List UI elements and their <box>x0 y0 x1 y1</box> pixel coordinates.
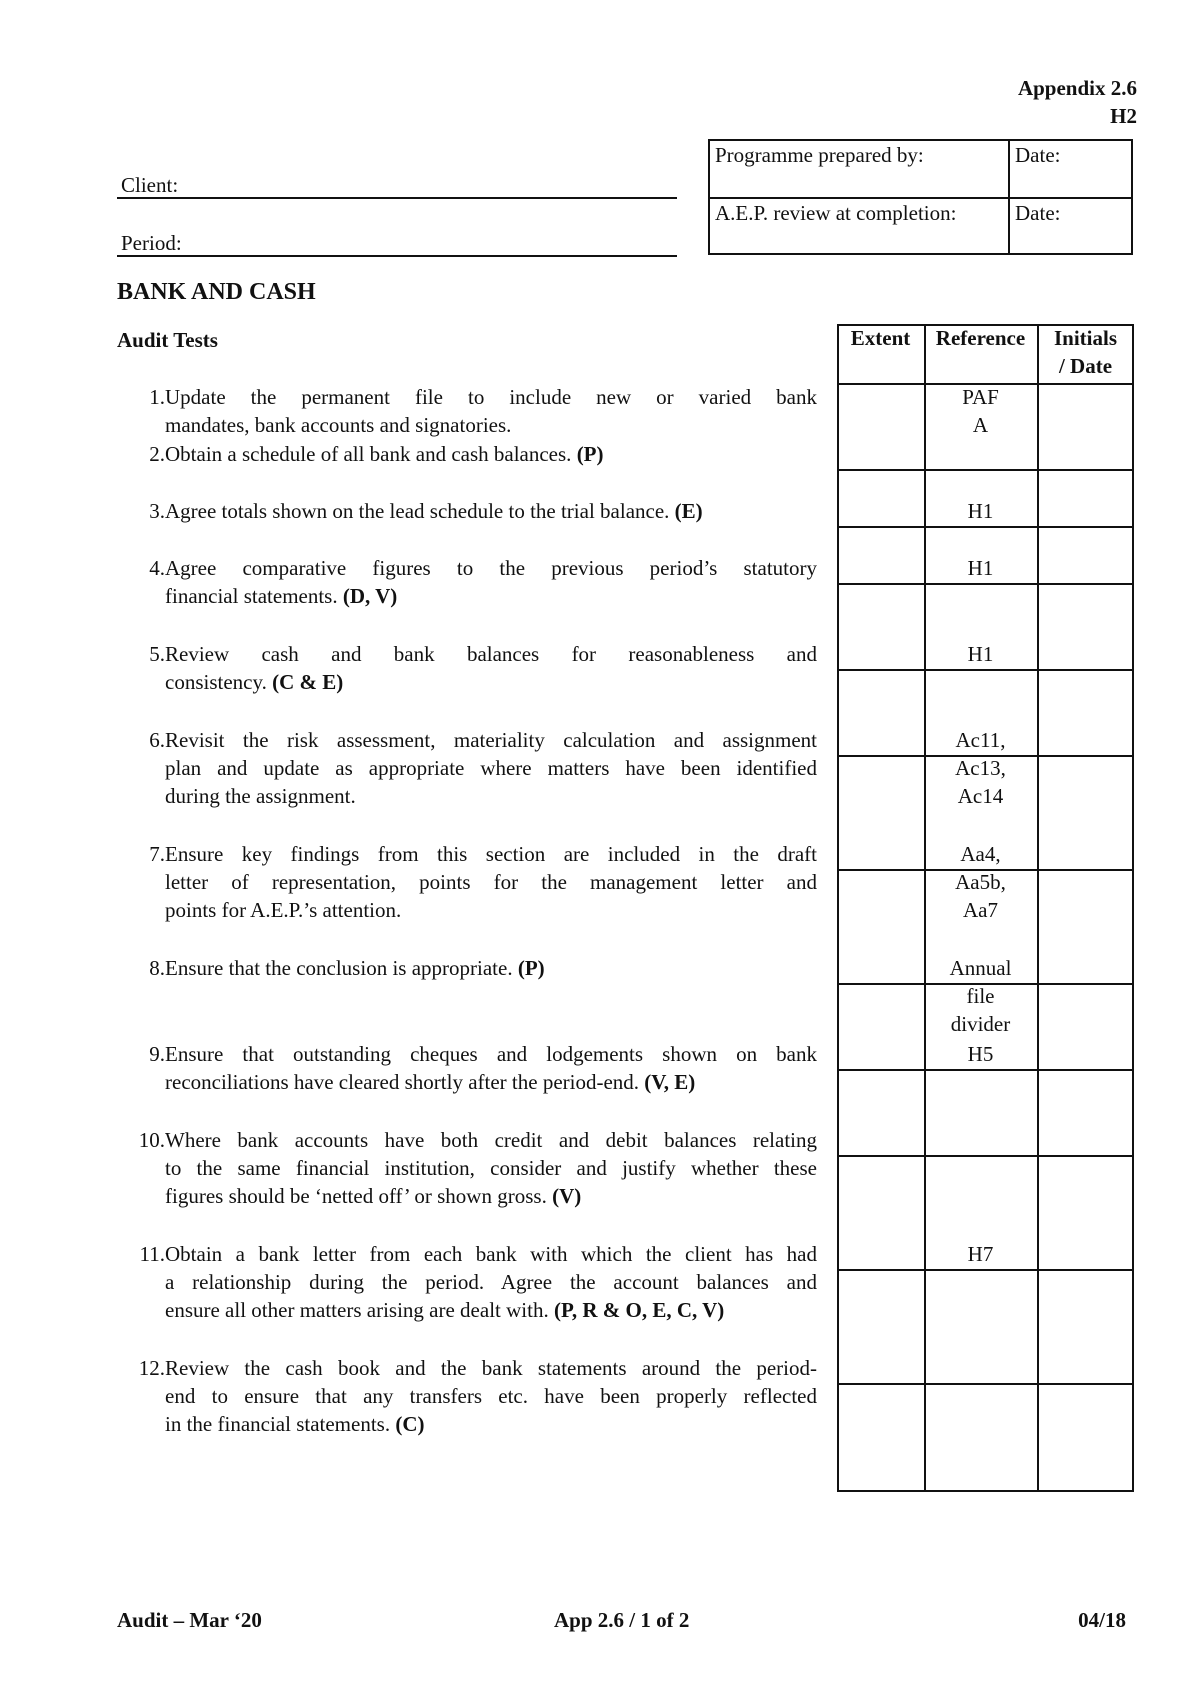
grid-row-line <box>837 1069 1134 1071</box>
assertion-code: (P) <box>517 956 545 980</box>
assertion-code: (C & E) <box>272 670 344 694</box>
audit-test-line: ensure all other matters arising are dealt with. <box>165 1298 554 1322</box>
audit-test-line: reconciliations have cleared shortly after the period-end. <box>165 1070 645 1094</box>
grid-column-line <box>1037 324 1039 1490</box>
reference-text: Ac13, <box>955 756 1006 780</box>
audit-test-number: 1. <box>149 385 165 409</box>
audit-test-number: 12. <box>138 1356 165 1380</box>
assertion-code: (P, R & O, E, C, V) <box>553 1298 725 1322</box>
prepared-by-cell[interactable]: Programme prepared by: <box>710 141 1010 197</box>
audit-test-line: Ensure that the conclusion is appropriate. <box>165 956 518 980</box>
audit-test-number: 10. <box>138 1128 165 1152</box>
audit-test-line: consistency. <box>165 670 273 694</box>
audit-test-text <box>165 1126 817 1210</box>
audit-test-line: Review cash and bank balances for reasonableness and <box>165 642 817 666</box>
audit-test-line: Review the cash book and the bank statements around the period- <box>165 1356 817 1380</box>
audit-test-line: Update the permanent file to include new or varied bank <box>165 385 817 409</box>
reference-text: PAF <box>962 385 999 409</box>
period-field[interactable] <box>117 229 677 257</box>
audit-test-number: 3. <box>149 499 165 523</box>
audit-test-number: 8. <box>149 956 165 980</box>
audit-test-line: Agree totals shown on the lead schedule to the trial balance. <box>165 499 675 523</box>
audit-test-number: 7. <box>149 842 165 866</box>
audit-test-text <box>165 640 817 696</box>
prepared-date-cell[interactable]: Date: <box>1015 143 1061 167</box>
grid-row-line <box>837 526 1134 528</box>
audit-test-line: during the assignment. <box>165 784 356 808</box>
reference-text: Ac14 <box>957 784 1004 808</box>
assertion-code: (V) <box>552 1184 582 1208</box>
audit-test-line: financial statements. <box>165 584 343 608</box>
reference-cell <box>924 1040 1037 1068</box>
reference-text: divider <box>950 1012 1011 1036</box>
audit-test-line: Where bank accounts have both credit and debit balances relating <box>165 1128 817 1152</box>
reference-text: Aa5b, <box>955 870 1006 894</box>
page-title: BANK AND CASH <box>117 279 316 305</box>
grid-row-line <box>837 324 1134 326</box>
appendix-code: H2 <box>1110 104 1137 128</box>
header-initials-line1: Initials <box>1053 326 1118 350</box>
reference-cell <box>924 383 1037 439</box>
reference-cell <box>924 840 1037 924</box>
grid-row-line <box>837 1269 1134 1271</box>
audit-test-line: Obtain a schedule of all bank and cash balances. <box>165 442 577 466</box>
assertion-code: (P) <box>576 442 604 466</box>
reference-text: H1 <box>967 556 994 580</box>
reference-text: file <box>966 984 995 1008</box>
header-extent: Extent <box>850 326 911 350</box>
reference-text: Aa7 <box>963 898 998 922</box>
grid-row-line <box>837 1155 1134 1157</box>
grid-row-line <box>837 983 1134 985</box>
reference-cell <box>924 726 1037 810</box>
grid-row-line <box>837 869 1134 871</box>
assertion-code: (C) <box>395 1412 425 1436</box>
assertion-code: (D, V) <box>342 584 398 608</box>
footer-left: Audit – Mar ‘20 <box>117 1608 262 1632</box>
grid-row-line <box>837 669 1134 671</box>
grid-row-line <box>837 1383 1134 1385</box>
audit-test-number: 5. <box>149 642 165 666</box>
audit-test-text <box>165 383 817 439</box>
assertion-code: (E) <box>674 499 703 523</box>
header-initials <box>1037 324 1134 380</box>
audit-test-number: 9. <box>149 1042 165 1066</box>
reference-text: H1 <box>967 642 994 666</box>
review-date-cell[interactable]: Date: <box>1015 201 1061 225</box>
audit-test-line: Revisit the risk assessment, materiality calculation and assignment <box>165 728 817 752</box>
section-subtitle: Audit Tests <box>117 328 218 352</box>
reference-text: Aa4, <box>960 842 1001 866</box>
audit-test-line: mandates, bank accounts and signatories. <box>165 413 512 437</box>
audit-test-line: Ensure key findings from this section are included in the draft <box>165 842 817 866</box>
audit-test-number: 2. <box>149 442 165 466</box>
audit-test-text <box>165 726 817 810</box>
audit-test-text <box>165 554 817 610</box>
audit-test-line: end to ensure that any transfers etc. have been properly reflected <box>165 1384 817 1408</box>
reference-cell <box>924 554 1037 582</box>
audit-test-line: Agree comparative figures to the previous period’s statutory <box>165 556 817 580</box>
reference-text: H1 <box>967 499 994 523</box>
audit-test-number: 4. <box>149 556 165 580</box>
footer-right: 04/18 <box>1078 1608 1126 1632</box>
reference-cell <box>924 1240 1037 1268</box>
reference-text: H5 <box>967 1042 994 1066</box>
grid-column-line <box>924 324 926 1490</box>
review-cell[interactable]: A.E.P. review at completion: <box>710 199 1010 255</box>
signoff-grid <box>837 324 1134 1490</box>
audit-test-text <box>165 954 817 982</box>
assertion-code: (V, E) <box>644 1070 696 1094</box>
reference-text: H7 <box>967 1242 994 1266</box>
audit-test-text <box>165 1240 817 1324</box>
client-label: Client: <box>121 173 179 197</box>
appendix-header <box>1018 74 1137 130</box>
footer-center: App 2.6 / 1 of 2 <box>554 1608 690 1632</box>
audit-test-number: 11. <box>139 1242 165 1266</box>
audit-test-line: Obtain a bank letter from each bank with which the client has had <box>165 1242 817 1266</box>
audit-test-line: points for A.E.P.’s attention. <box>165 898 402 922</box>
header-initials-line2: / Date <box>1058 354 1113 378</box>
appendix-label: Appendix 2.6 <box>1017 76 1137 100</box>
audit-test-text <box>165 1040 817 1096</box>
audit-test-text <box>165 840 817 924</box>
grid-row-line <box>837 469 1134 471</box>
reference-cell <box>924 954 1037 1038</box>
reference-cell <box>924 497 1037 525</box>
audit-test-number: 6. <box>149 728 165 752</box>
grid-row-line <box>837 1490 1134 1492</box>
audit-test-line: Ensure that outstanding cheques and lodgements shown on bank <box>165 1042 817 1066</box>
audit-test-text <box>165 1354 817 1438</box>
header-reference: Reference <box>935 326 1026 350</box>
period-label: Period: <box>121 231 182 255</box>
audit-test-line: plan and update as appropriate where matters have been identified <box>165 756 817 780</box>
grid-row-line <box>837 383 1134 385</box>
client-field[interactable] <box>117 171 677 199</box>
grid-column-line <box>1132 324 1134 1490</box>
audit-test-line: in the financial statements. <box>165 1412 396 1436</box>
audit-test-text <box>165 497 817 525</box>
reference-cell <box>924 640 1037 668</box>
grid-row-line <box>837 583 1134 585</box>
signoff-row-review <box>710 197 1131 255</box>
audit-test-text <box>165 440 817 468</box>
signoff-box <box>708 139 1133 255</box>
audit-test-line: a relationship during the period. Agree the account balances and <box>165 1270 817 1294</box>
audit-test-line: letter of representation, points for the management letter and <box>165 870 817 894</box>
reference-text: Annual <box>949 956 1012 980</box>
reference-text: A <box>972 413 989 437</box>
audit-test-line: to the same financial institution, consider and justify whether these <box>165 1156 817 1180</box>
grid-row-line <box>837 755 1134 757</box>
grid-column-line <box>837 324 839 1490</box>
reference-text: Ac11, <box>955 728 1006 752</box>
signoff-row-prepared <box>710 141 1131 197</box>
audit-test-line: figures should be ‘netted off’ or shown gross. <box>165 1184 553 1208</box>
